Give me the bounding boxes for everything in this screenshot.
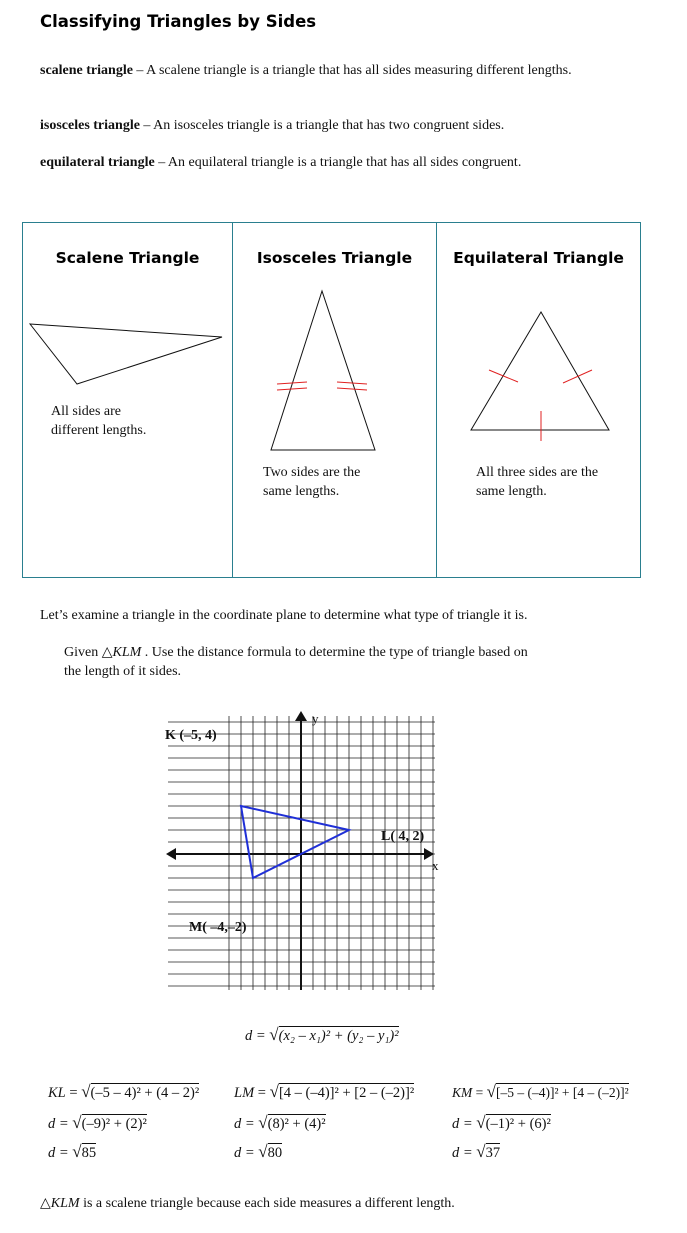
page-title: Classifying Triangles by Sides [40,12,317,31]
lm-calc-line2: d = √(8)² + (4)² [234,1113,326,1132]
term: isosceles triangle [40,118,140,133]
panel-title: Scalene Triangle [55,249,200,267]
axis-arrow [166,848,176,860]
kl-calc-line1: KL = √(–5 – 4)² + (4 – 2)² [48,1082,200,1101]
definition-equilateral [40,154,630,172]
equilateral-triangle-figure [437,223,642,579]
definition-text: – An equilateral triangle is a triangle that has all sides congruent. [154,155,522,170]
x-axis-label: x [432,858,439,873]
km-calc-line2: d = √(–1)² + (6)² [452,1113,551,1132]
given-text: Given △KLM . Use the distance formula to determine the type of triangle based on the length of it sides. [64,645,528,679]
panel-caption: All three sides are the same length. [476,465,599,499]
panel-caption: Two sides are the same lengths. [263,465,361,499]
panel-caption: All sides are different lengths. [51,404,147,438]
definition-text: – An isosceles triangle is a triangle that has two congruent sides. [139,118,505,133]
kl-calc-line3: d = √85 [48,1142,97,1161]
scalene-panel [22,222,233,578]
km-calc-line3: d = √37 [452,1142,501,1161]
km-calc-line1: KM = √[–5 – (–4)]² + [4 – (–2)]² [452,1082,629,1101]
axis-arrow [295,711,307,721]
term: equilateral triangle [40,155,155,170]
label-l: L( 4, 2) [381,829,425,844]
lm-calc-line1: LM = √[4 – (–4)]² + [2 – (–2)]² [234,1082,415,1101]
y-axis-label: y [312,711,319,726]
scalene-triangle-figure [23,223,234,579]
definition-scalene [40,62,630,80]
panel-title: Equilateral Triangle [453,249,624,267]
distance-formula: d = √(x₂ – x₁)² + (y₂ – y₁)² [245,1025,399,1044]
term: scalene triangle [40,63,133,78]
isosceles-panel [232,222,437,578]
panel-title: Isosceles Triangle [256,249,413,267]
conclusion-text: △KLM is a scalene triangle because each side measures a different length. [40,1196,455,1211]
equilateral-panel [436,222,641,578]
intro-text: Let’s examine a triangle in the coordinate plane to determine what type of triangle it is. [40,608,528,623]
kl-calc-line2: d = √(–9)² + (2)² [48,1113,147,1132]
label-m: M( –4,–2) [189,920,247,935]
definition-text: – A scalene triangle is a triangle that has all sides measuring different lengths. [132,63,572,78]
isosceles-triangle-figure [233,223,438,579]
label-k: K (–5, 4) [165,728,217,743]
definition-isosceles [40,117,630,135]
lm-calc-line3: d = √80 [234,1142,283,1161]
coordinate-graph [160,708,450,993]
